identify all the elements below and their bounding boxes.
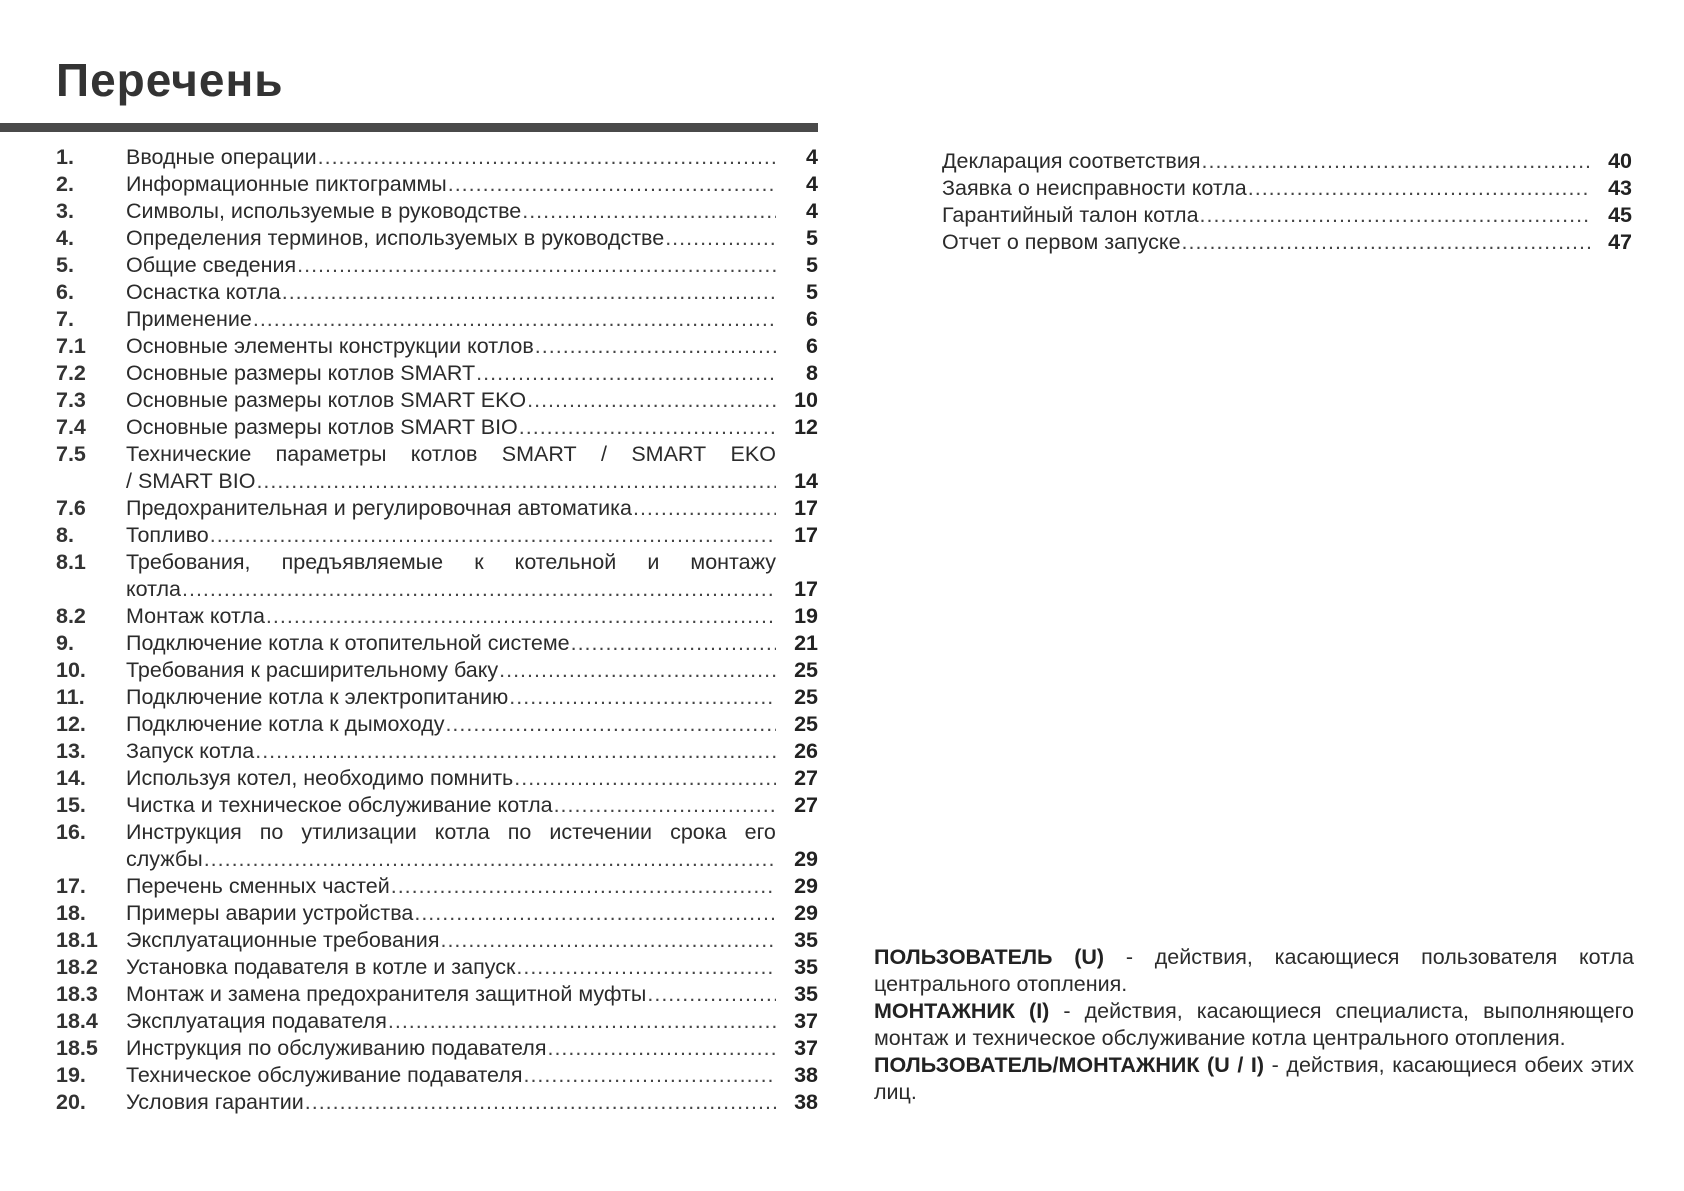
toc-entry-page: 35: [794, 955, 818, 979]
toc-entry-title: Чистка и техническое обслуживание котла: [126, 793, 553, 817]
toc-entry-body: [126, 441, 818, 495]
toc-entry[interactable]: [56, 252, 818, 279]
toc-entry[interactable]: [56, 900, 818, 927]
toc-entry[interactable]: [56, 441, 818, 495]
toc-entry-number: 7.5: [56, 442, 86, 466]
toc-entry[interactable]: [942, 175, 1632, 202]
toc-entry-body: [126, 1062, 818, 1089]
toc-leader-dots: [253, 306, 776, 333]
toc-entry-page: 5: [806, 226, 818, 250]
legend-installer: [874, 998, 1634, 1052]
toc-entry-page: 12: [794, 415, 818, 439]
toc-entry-word: к: [474, 550, 484, 574]
toc-entry-number: 8.: [56, 523, 74, 547]
toc-entry-title: Эксплуатация подавателя: [126, 1009, 387, 1033]
toc-entry-title-line2: / SMART BIO: [126, 469, 256, 493]
toc-entry-title: Монтаж и замена предохранителя защитной муфты: [126, 982, 647, 1006]
toc-entry-number: 2.: [56, 172, 74, 196]
toc-leader-dots: [535, 333, 776, 360]
toc-entry-title-line2-row: [126, 576, 818, 603]
legend-both-desc: - действия, касающиеся обеих этих лиц.: [874, 1053, 1634, 1104]
legend-installer-term: МОНТАЖНИК (I): [874, 999, 1050, 1023]
toc-entry-page: 4: [806, 199, 818, 223]
toc-entry-word: монтажу: [690, 550, 776, 574]
toc-entry-number: 18.1: [56, 928, 98, 952]
toc-entry-word: по: [507, 820, 532, 844]
toc-entry-word: котлов: [410, 442, 478, 466]
toc-entry-title: Подключение котла к дымоходу: [126, 712, 445, 736]
toc-entry-page: 6: [806, 307, 818, 331]
toc-entry-body: [126, 198, 818, 225]
toc-entry-page: 43: [1608, 176, 1632, 200]
toc-entry-page: 40: [1608, 149, 1632, 173]
toc-entry-number: 18.5: [56, 1036, 98, 1060]
toc-entry-word: EKO: [730, 442, 776, 466]
toc-entry-body: [126, 1089, 818, 1116]
toc-entry-body: [126, 549, 818, 603]
toc-entry[interactable]: [56, 333, 818, 360]
toc-entry-title: Информационные пиктограммы: [126, 172, 447, 196]
toc-leader-dots: [633, 495, 776, 522]
toc-entry-title: Основные размеры котлов SMART EKO: [126, 388, 527, 412]
toc-entry-body: [126, 900, 818, 927]
toc-entry-number: 15.: [56, 793, 86, 817]
toc-entry-page: 25: [794, 712, 818, 736]
toc-entry-title: Основные элементы конструкции котлов: [126, 334, 534, 358]
toc-entry-number: 13.: [56, 739, 86, 763]
toc-entry-title-line1: [126, 549, 776, 576]
toc-entry-word: /: [601, 442, 607, 466]
toc-entry-body: [126, 387, 818, 414]
toc-entry-page: 25: [794, 658, 818, 682]
toc-entry[interactable]: [56, 549, 818, 603]
toc-entry-number: 16.: [56, 820, 86, 844]
toc-leader-dots: [210, 522, 776, 549]
toc-entry[interactable]: [56, 765, 818, 792]
toc-entry-number: 7.6: [56, 496, 86, 520]
toc-leader-dots: [554, 792, 776, 819]
toc-leader-dots: [414, 900, 776, 927]
toc-leader-dots: [448, 171, 776, 198]
toc-entry-word: и: [647, 550, 660, 574]
toc-entry-page: 37: [794, 1036, 818, 1060]
toc-entry-body: [126, 144, 818, 171]
toc-right: [942, 148, 1632, 256]
toc-entry-body: [126, 738, 818, 765]
toc-leader-dots: [388, 1008, 776, 1035]
toc-entry-page: 29: [794, 901, 818, 925]
toc-entry-number: 7.3: [56, 388, 86, 412]
toc-entry[interactable]: [56, 495, 818, 522]
toc-entry-number: 18.4: [56, 1009, 98, 1033]
toc-entry-number: 18.3: [56, 982, 98, 1006]
toc-leader-dots: [1200, 202, 1590, 229]
toc-entry[interactable]: [56, 1035, 818, 1062]
toc-entry[interactable]: [56, 927, 818, 954]
toc-leader-dots: [440, 927, 776, 954]
toc-entry-title: Техническое обслуживание подавателя: [126, 1063, 523, 1087]
toc-entry-number: 20.: [56, 1090, 86, 1114]
legend-both-term: ПОЛЬЗОВАТЕЛЬ/МОНТАЖНИК (U / I): [874, 1053, 1265, 1077]
toc-leader-dots: [182, 576, 776, 603]
toc-entry[interactable]: [56, 198, 818, 225]
toc-leader-dots: [647, 981, 776, 1008]
toc-entry[interactable]: [56, 279, 818, 306]
toc-entry-page: 27: [794, 766, 818, 790]
toc-entry-number: 11.: [56, 685, 85, 709]
toc-entry-body: [126, 981, 818, 1008]
toc-entry-page: 35: [794, 982, 818, 1006]
toc-entry-title-line2: службы: [126, 847, 203, 871]
toc-entry[interactable]: [56, 414, 818, 441]
toc-entry[interactable]: [56, 1008, 818, 1035]
toc-entry[interactable]: [56, 603, 818, 630]
toc-entry-body: [126, 954, 818, 981]
toc-entry-title: Отчет о первом запуске: [942, 230, 1181, 254]
toc-entry-word: параметры: [275, 442, 387, 466]
toc-leader-dots: [1182, 229, 1590, 256]
toc-leader-dots: [204, 846, 776, 873]
toc-entry-page: 38: [794, 1090, 818, 1114]
toc-entry-word: срока: [670, 820, 727, 844]
toc-entry[interactable]: [56, 954, 818, 981]
toc-leader-dots: [571, 630, 776, 657]
legend: [874, 944, 1634, 1106]
toc-entry-word: Технические: [126, 442, 252, 466]
toc-entry-title-line2-row: [126, 468, 818, 495]
toc-leader-dots: [509, 684, 776, 711]
toc-entry-title: Гарантийный талон котла: [942, 203, 1199, 227]
toc-entry-number: 19.: [56, 1063, 86, 1087]
toc-entry-number: 7.1: [56, 334, 86, 358]
toc-entry[interactable]: [56, 657, 818, 684]
toc-entry[interactable]: [56, 522, 818, 549]
toc-entry-title: Декларация соответствия: [942, 149, 1201, 173]
toc-entry-page: 27: [794, 793, 818, 817]
toc-leader-dots: [282, 279, 776, 306]
toc-entry[interactable]: [56, 630, 818, 657]
toc-entry-page: 29: [794, 874, 818, 898]
toc-entry[interactable]: [56, 873, 818, 900]
toc-entry[interactable]: [942, 148, 1632, 175]
toc-entry-title-line2: котла: [126, 577, 182, 601]
toc-entry-title: Общие сведения: [126, 253, 297, 277]
toc-entry-body: [126, 684, 818, 711]
toc-entry-number: 7.: [56, 307, 74, 331]
toc-entry-body: [942, 175, 1632, 202]
toc-entry-page: 4: [806, 145, 818, 169]
toc-entry-page: 6: [806, 334, 818, 358]
legend-user-term: ПОЛЬЗОВАТЕЛЬ (U): [874, 945, 1105, 969]
toc-entry-page: 4: [806, 172, 818, 196]
toc-entry-title: Используя котел, необходимо помнить: [126, 766, 514, 790]
toc-entry-word: утилизации: [301, 820, 417, 844]
page-title: Перечень: [56, 54, 284, 106]
toc-entry-number: 9.: [56, 631, 74, 655]
toc-entry-title-line1: [126, 441, 776, 468]
toc-entry-title: Подключение котла к электропитанию: [126, 685, 509, 709]
toc-entry-title: Топливо: [126, 523, 209, 547]
toc-entry-page: 26: [794, 739, 818, 763]
toc-entry-page: 21: [794, 631, 818, 655]
toc-entry[interactable]: [56, 792, 818, 819]
toc-entry-body: [126, 630, 818, 657]
toc-entry-page: 10: [794, 388, 818, 412]
toc-entry-word: Инструкция: [126, 820, 242, 844]
toc-entry-body: [126, 792, 818, 819]
toc-entry-body: [942, 229, 1632, 256]
toc-entry-body: [126, 873, 818, 900]
toc-leader-dots: [256, 468, 776, 495]
toc-entry-word: SMART: [631, 442, 707, 466]
toc-entry[interactable]: [56, 360, 818, 387]
toc-entry-body: [126, 306, 818, 333]
toc-entry-title: Оснастка котла: [126, 280, 281, 304]
toc-entry-body: [126, 279, 818, 306]
toc-entry-body: [126, 657, 818, 684]
toc-entry-page: 5: [806, 280, 818, 304]
toc-entry-title: Определения терминов, используемых в руководстве: [126, 226, 665, 250]
toc-entry-number: 8.1: [56, 550, 86, 574]
toc-leader-dots: [523, 1062, 776, 1089]
toc-entry-title: Вводные операции: [126, 145, 317, 169]
toc-leader-dots: [297, 252, 776, 279]
toc-entry-title: Установка подавателя в котле и запуск: [126, 955, 516, 979]
toc-entry-body: [126, 522, 818, 549]
toc-entry-body: [126, 711, 818, 738]
toc-entry[interactable]: [56, 1062, 818, 1089]
toc-entry-title: Инструкция по обслуживанию подавателя: [126, 1036, 547, 1060]
toc-entry[interactable]: [942, 202, 1632, 229]
toc-entry-title: Условия гарантии: [126, 1090, 304, 1114]
toc-entry-body: [126, 927, 818, 954]
legend-user: [874, 944, 1634, 998]
toc-entry-number: 12.: [56, 712, 86, 736]
toc-entry-word: истечении: [549, 820, 653, 844]
toc-entry-body: [126, 171, 818, 198]
toc-entry-body: [126, 1035, 818, 1062]
toc-leader-dots: [305, 1089, 776, 1116]
toc-entry-title: Монтаж котла: [126, 604, 265, 628]
toc-entry-page: 29: [794, 847, 818, 871]
toc-entry-number: 10.: [56, 658, 86, 682]
toc-leader-dots: [1202, 148, 1590, 175]
toc-entry-body: [126, 333, 818, 360]
toc-entry[interactable]: [56, 387, 818, 414]
toc-leader-dots: [522, 198, 776, 225]
toc-entry-title: Символы, используемые в руководстве: [126, 199, 522, 223]
toc-entry-title: Требования к расширительному баку: [126, 658, 499, 682]
toc-entry-body: [126, 495, 818, 522]
toc-entry-word: предъявляемые: [281, 550, 444, 574]
toc-entry-body: [126, 1008, 818, 1035]
toc-entry-page: 8: [806, 361, 818, 385]
toc-entry-title-line2-row: [126, 846, 818, 873]
toc-entry-word: котла: [434, 820, 490, 844]
toc-entry-body: [126, 225, 818, 252]
toc-entry[interactable]: [56, 684, 818, 711]
toc-entry-title: Запуск котла: [126, 739, 255, 763]
toc-leader-dots: [445, 711, 776, 738]
toc-leader-dots: [499, 657, 776, 684]
toc-entry-title: Заявка о неисправности котла: [942, 176, 1247, 200]
toc-entry[interactable]: [56, 225, 818, 252]
toc-entry-title: Основные размеры котлов SMART: [126, 361, 476, 385]
toc-entry-number: 17.: [56, 874, 86, 898]
toc-leader-dots: [255, 738, 776, 765]
toc-entry[interactable]: [56, 981, 818, 1008]
toc-entry-title: Эксплуатационные требования: [126, 928, 440, 952]
toc-entry-body: [126, 414, 818, 441]
toc-entry-number: 8.2: [56, 604, 86, 628]
toc-entry-title: Примеры аварии устройства: [126, 901, 414, 925]
toc-entry-number: 5.: [56, 253, 74, 277]
toc-leader-dots: [266, 603, 776, 630]
toc-entry[interactable]: [56, 1089, 818, 1116]
toc-entry-page: 14: [794, 469, 818, 493]
toc-entry[interactable]: [942, 229, 1632, 256]
toc-entry-body: [126, 360, 818, 387]
toc-entry-page: 37: [794, 1009, 818, 1033]
toc-entry-body: [126, 252, 818, 279]
legend-both: [874, 1052, 1634, 1106]
toc-entry-page: 17: [794, 523, 818, 547]
toc-entry-title: Основные размеры котлов SMART BIO: [126, 415, 518, 439]
toc-leader-dots: [665, 225, 776, 252]
title-rule: [0, 123, 818, 132]
toc-entry[interactable]: [56, 306, 818, 333]
toc-entry-page: 47: [1608, 230, 1632, 254]
toc-entry-number: 4.: [56, 226, 74, 250]
toc-entry-number: 7.4: [56, 415, 86, 439]
toc-entry-word: котельной: [514, 550, 617, 574]
toc-entry-title: Применение: [126, 307, 252, 331]
toc-entry-number: 3.: [56, 199, 74, 223]
toc-entry-title: Перечень сменных частей: [126, 874, 390, 898]
toc-entry[interactable]: [56, 144, 818, 171]
toc-entry-body: [126, 603, 818, 630]
legend-installer-desc: - действия, касающиеся специалиста, выполняющего монтаж и техническое обслуживание котла центрального отопления.: [874, 999, 1635, 1050]
toc-entry-title-line1: [126, 819, 776, 846]
toc-entry-number: 14.: [56, 766, 86, 790]
toc-entry-title: Предохранительная и регулировочная автоматика: [126, 496, 632, 520]
toc-entry-number: 7.2: [56, 361, 86, 385]
toc-left: [56, 144, 818, 1116]
toc-entry-number: 6.: [56, 280, 74, 304]
toc-entry-title: Подключение котла к отопительной системе: [126, 631, 570, 655]
toc-leader-dots: [519, 414, 776, 441]
toc-entry-page: 25: [794, 685, 818, 709]
toc-entry-body: [942, 202, 1632, 229]
toc-entry-number: 18.2: [56, 955, 98, 979]
toc-entry-page: 17: [794, 496, 818, 520]
toc-entry-page: 17: [794, 577, 818, 601]
toc-entry[interactable]: [56, 711, 818, 738]
toc-leader-dots: [527, 387, 776, 414]
toc-entry-word: Требования,: [126, 550, 251, 574]
toc-entry-body: [942, 148, 1632, 175]
toc-leader-dots: [514, 765, 776, 792]
toc-entry-page: 5: [806, 253, 818, 277]
toc-leader-dots: [391, 873, 776, 900]
toc-entry-word: SMART: [501, 442, 577, 466]
toc-entry-page: 35: [794, 928, 818, 952]
toc-entry-page: 45: [1608, 203, 1632, 227]
toc-entry-number: 1.: [56, 145, 74, 169]
toc-entry-number: 18.: [56, 901, 86, 925]
toc-entry-body: [126, 765, 818, 792]
legend-user-desc: - действия, касающиеся пользователя котла центрального отопления.: [874, 945, 1635, 996]
toc-entry-page: 38: [794, 1063, 818, 1087]
toc-entry-page: 19: [794, 604, 818, 628]
toc-leader-dots: [1248, 175, 1590, 202]
toc-leader-dots: [318, 144, 776, 171]
toc-leader-dots: [516, 954, 776, 981]
toc-entry[interactable]: [56, 819, 818, 873]
toc-entry-body: [126, 819, 818, 873]
toc-entry-word: по: [259, 820, 284, 844]
toc-entry[interactable]: [56, 171, 818, 198]
toc-leader-dots: [476, 360, 776, 387]
toc-entry-word: его: [744, 820, 776, 844]
toc-entry[interactable]: [56, 738, 818, 765]
toc-leader-dots: [547, 1035, 776, 1062]
